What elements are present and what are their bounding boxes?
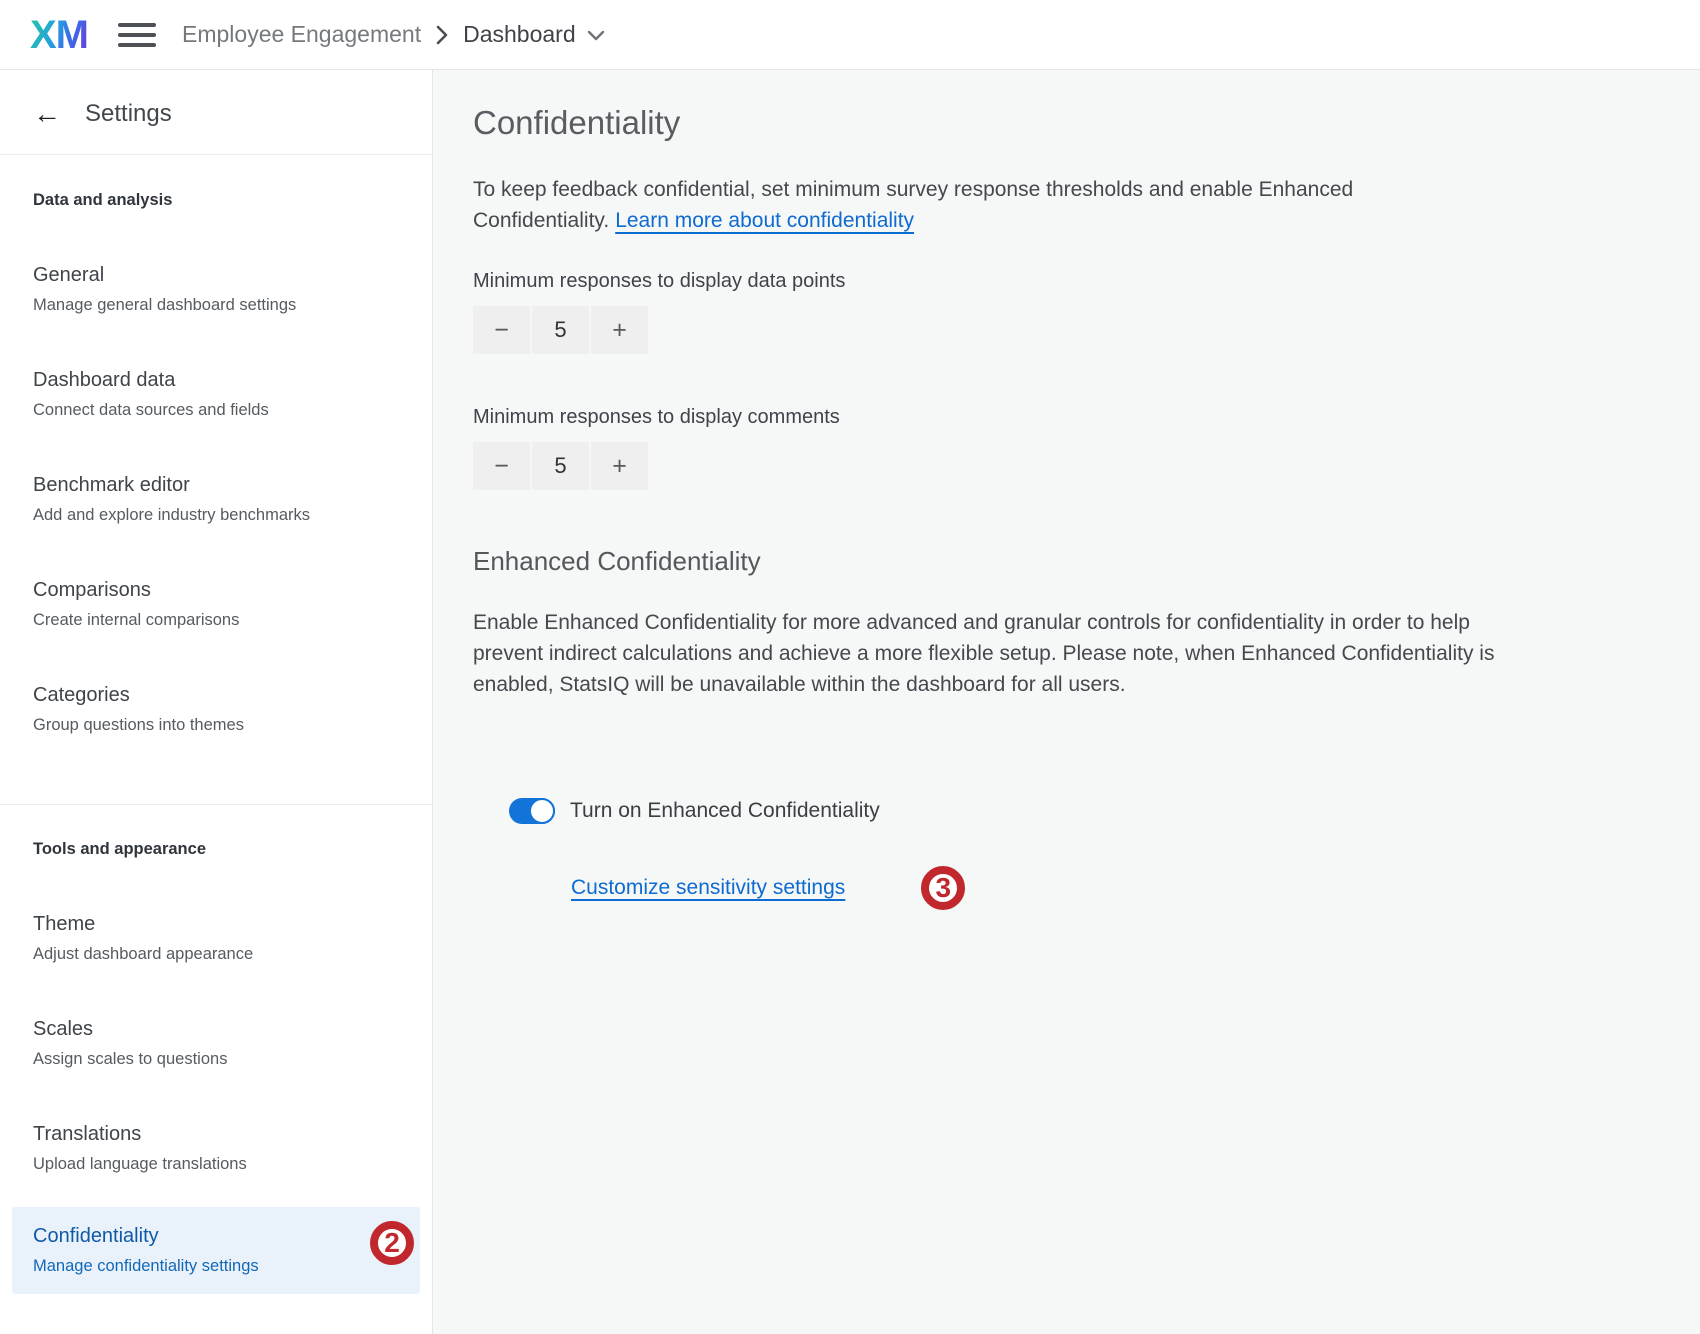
min-responses-comments-value[interactable]: 5 bbox=[532, 442, 589, 490]
min-responses-data-points-value[interactable]: 5 bbox=[532, 306, 589, 354]
annotation-step-3: 3 bbox=[921, 866, 965, 910]
increment-button[interactable]: + bbox=[591, 442, 648, 490]
item-description: Adjust dashboard appearance bbox=[33, 945, 254, 963]
annotation-step-2: 2 bbox=[370, 1221, 414, 1265]
item-label: Scales bbox=[33, 1018, 94, 1040]
intro-line-2: Confidentiality. bbox=[473, 209, 610, 232]
item-description: Upload language translations bbox=[33, 1155, 247, 1173]
decrement-button[interactable]: − bbox=[473, 306, 530, 354]
page-title: Confidentiality bbox=[473, 104, 681, 141]
sidebar-title: Settings bbox=[85, 100, 172, 127]
min-responses-data-points-label: Minimum responses to display data points bbox=[473, 270, 846, 292]
description-line-1: Enable Enhanced Confidentiality for more advanced and granular controls for confidentiality in order to help bbox=[473, 611, 1470, 634]
back-arrow-icon[interactable]: ← bbox=[33, 98, 61, 129]
xm-logo[interactable]: XM bbox=[30, 12, 88, 57]
sidebar-item-general[interactable] bbox=[0, 264, 432, 315]
min-responses-comments-label: Minimum responses to display comments bbox=[473, 406, 840, 428]
increment-button[interactable]: + bbox=[591, 306, 648, 354]
customize-sensitivity-settings-link[interactable]: Customize sensitivity settings bbox=[571, 876, 846, 899]
enhanced-confidentiality-description bbox=[473, 607, 1660, 700]
confidentiality-settings-panel bbox=[433, 70, 1700, 1334]
hamburger-menu-icon[interactable] bbox=[118, 21, 156, 49]
min-responses-comments-stepper bbox=[473, 442, 648, 490]
sidebar-item-categories[interactable] bbox=[0, 684, 432, 735]
item-description: Manage general dashboard settings bbox=[33, 296, 297, 314]
item-label: Confidentiality bbox=[33, 1225, 159, 1247]
toggle-label: Turn on Enhanced Confidentiality bbox=[570, 799, 880, 822]
chevron-down-icon[interactable] bbox=[586, 29, 606, 41]
item-label: Theme bbox=[33, 913, 96, 935]
section-title-data-and-analysis: Data and analysis bbox=[33, 191, 173, 209]
item-description: Connect data sources and fields bbox=[33, 401, 269, 419]
item-label: Translations bbox=[33, 1123, 142, 1145]
top-bar bbox=[0, 0, 1700, 70]
intro-line-1: To keep feedback confidential, set minimum survey response thresholds and enable Enhanced bbox=[473, 178, 1354, 201]
decrement-button[interactable]: − bbox=[473, 442, 530, 490]
section-title-tools-and-appearance: Tools and appearance bbox=[33, 840, 206, 858]
sidebar-divider bbox=[0, 804, 432, 805]
intro-paragraph bbox=[473, 174, 1660, 236]
chevron-right-icon bbox=[435, 24, 449, 46]
description-line-3: enabled, StatsIQ will be unavailable within the dashboard for all users. bbox=[473, 673, 1126, 696]
item-label: Benchmark editor bbox=[33, 474, 190, 496]
sidebar-item-translations[interactable] bbox=[0, 1123, 432, 1174]
sidebar-item-confidentiality[interactable] bbox=[12, 1207, 420, 1294]
item-description: Manage confidentiality settings bbox=[33, 1257, 259, 1275]
learn-more-link[interactable]: Learn more about confidentiality bbox=[615, 209, 915, 232]
item-description: Assign scales to questions bbox=[33, 1050, 228, 1068]
min-responses-data-points-stepper bbox=[473, 306, 648, 354]
sidebar-item-dashboard-data[interactable] bbox=[0, 369, 432, 420]
enhanced-confidentiality-toggle-row bbox=[473, 798, 1660, 824]
item-label: Comparisons bbox=[33, 579, 151, 601]
item-label: General bbox=[33, 264, 105, 286]
item-description: Group questions into themes bbox=[33, 716, 244, 734]
item-label: Dashboard data bbox=[33, 369, 176, 391]
settings-sidebar bbox=[0, 70, 433, 1334]
item-label: Categories bbox=[33, 684, 130, 706]
sidebar-item-comparisons[interactable] bbox=[0, 579, 432, 630]
sidebar-item-scales[interactable] bbox=[0, 1018, 432, 1069]
breadcrumb-project[interactable]: Employee Engagement bbox=[182, 21, 422, 47]
breadcrumb-page-dashboard[interactable]: Dashboard bbox=[463, 21, 576, 47]
customize-sensitivity-row bbox=[571, 866, 1660, 910]
item-description: Create internal comparisons bbox=[33, 611, 240, 629]
sidebar-item-theme[interactable] bbox=[0, 913, 432, 964]
item-description: Add and explore industry benchmarks bbox=[33, 506, 310, 524]
description-line-2: prevent indirect calculations and achieve a more flexible setup. Please note, when Enhanced Confidentiality is bbox=[473, 642, 1495, 665]
enhanced-confidentiality-heading: Enhanced Confidentiality bbox=[473, 546, 761, 576]
enhanced-confidentiality-toggle[interactable] bbox=[509, 798, 555, 824]
breadcrumb bbox=[182, 21, 606, 48]
sidebar-item-benchmark-editor[interactable] bbox=[0, 474, 432, 525]
toggle-knob bbox=[529, 798, 555, 824]
settings-back-header[interactable] bbox=[0, 70, 432, 155]
